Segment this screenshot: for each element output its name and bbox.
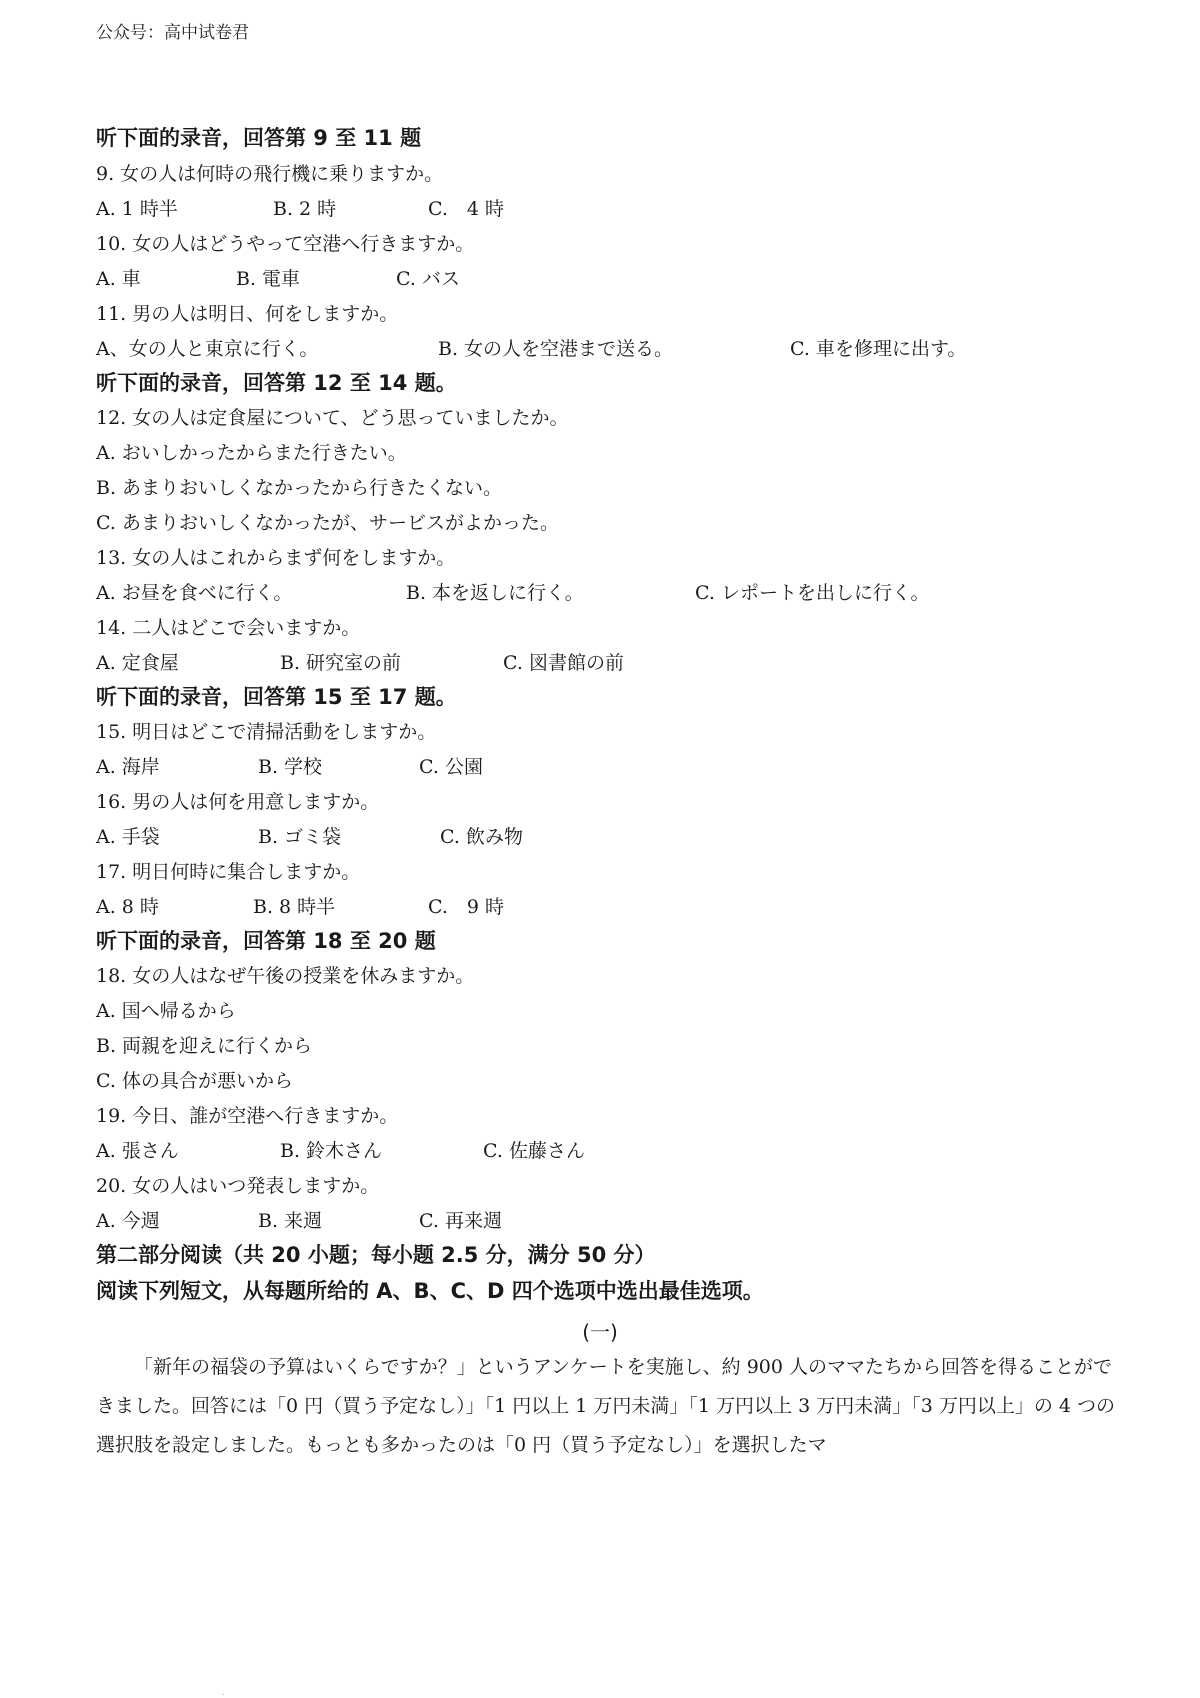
option-row (0, 267, 1200, 291)
page-mark: . (222, 1688, 225, 1697)
question-text: 17. 明日何時に集合しますか。 (96, 861, 361, 883)
option-row (0, 755, 1200, 779)
option-c: C. 9 時 (428, 896, 505, 918)
option-a: A. 車 (96, 268, 141, 290)
option-c: C. バス (396, 268, 460, 290)
option-a: A. お昼を食べに行く。 (96, 582, 293, 604)
option-b: B. 両親を迎えに行くから (96, 1035, 313, 1057)
option-a: A. 張さん (96, 1140, 179, 1162)
option-c: C. 体の具合が悪いから (96, 1070, 293, 1092)
page-header: 公众号：高中试卷君 (96, 23, 249, 43)
option-c: C. 佐藤さん (483, 1140, 585, 1162)
section-heading: 听下面的录音，回答第 15 至 17 题。 (96, 685, 457, 709)
option-row (0, 337, 1200, 361)
option-row (0, 825, 1200, 849)
option-row (0, 197, 1200, 221)
option-row (0, 651, 1200, 675)
option-b: B. あまりおいしくなかったから行きたくない。 (96, 477, 503, 499)
option-b: B. 2 時 (273, 198, 337, 220)
option-c: C. 車を修理に出す。 (790, 338, 967, 360)
option-c: C. 再来週 (419, 1210, 502, 1232)
section-heading: 听下面的录音，回答第 18 至 20 题 (96, 929, 436, 953)
option-b: B. 8 時半 (253, 896, 336, 918)
option-c: C. あまりおいしくなかったが、サービスがよかった。 (96, 512, 559, 534)
option-b: B. 学校 (258, 756, 323, 778)
option-b: B. 電車 (236, 268, 301, 290)
option-a: A. 1 時半 (96, 198, 178, 220)
option-b: B. 女の人を空港まで送る。 (438, 338, 674, 360)
option-a: A. 手袋 (96, 826, 160, 848)
option-row (0, 895, 1200, 919)
question-text: 11. 男の人は明日、何をしますか。 (96, 303, 399, 325)
question-text: 20. 女の人はいつ発表しますか。 (96, 1175, 380, 1197)
option-a: A. 国へ帰るから (96, 1000, 236, 1022)
question-text: 16. 男の人は何を用意しますか。 (96, 791, 380, 813)
question-text: 19. 今日、誰が空港へ行きますか。 (96, 1105, 399, 1127)
question-text: 13. 女の人はこれからまず何をしますか。 (96, 547, 456, 569)
option-b: B. 鈴木さん (280, 1140, 383, 1162)
option-a: A、女の人と東京に行く。 (96, 338, 319, 360)
passage-text: 「新年の福袋の予算はいくらですか？」というアンケートを実施し、約 900 人のママたちから回答を得ることができました。回答には「0 円（買う予定なし）」「1 円以上 1 万円未満」「1 万円以上 3 万円未満」「3 万円以上」の 4 つの選択肢を設定しました。もっとも多かったのは「0 円（買う予定なし）」を選択したマ (96, 1356, 1116, 1456)
option-row (0, 1139, 1200, 1163)
part-title: 第二部分阅读（共 20 小题；每小题 2.5 分，满分 50 分） (96, 1243, 656, 1267)
option-a: A. おいしかったからまた行きたい。 (96, 442, 407, 464)
option-c: C. 4 時 (428, 198, 505, 220)
option-a: A. 今週 (96, 1210, 160, 1232)
passage-label: (一) (582, 1320, 618, 1344)
option-b: B. 研究室の前 (280, 652, 402, 674)
option-b: B. 来週 (258, 1210, 323, 1232)
option-a: A. 8 時 (96, 896, 159, 918)
option-c: C. 図書館の前 (503, 652, 624, 674)
part-instruction: 阅读下列短文，从每题所给的 A、B、C、D 四个选项中选出最佳选项。 (96, 1279, 764, 1303)
question-text: 14. 二人はどこで会いますか。 (96, 617, 361, 639)
option-c: C. 飲み物 (440, 826, 523, 848)
question-text: 9. 女の人は何時の飛行機に乗りますか。 (96, 163, 444, 185)
option-b: B. ゴミ袋 (258, 826, 342, 848)
section-heading: 听下面的录音，回答第 9 至 11 题 (96, 126, 422, 150)
section-heading: 听下面的录音，回答第 12 至 14 题。 (96, 371, 457, 395)
option-c: C. 公園 (419, 756, 483, 778)
option-a: A. 海岸 (96, 756, 160, 778)
question-text: 18. 女の人はなぜ午後の授業を休みますか。 (96, 965, 475, 987)
option-c: C. レポートを出しに行く。 (695, 582, 930, 604)
option-row (0, 1209, 1200, 1233)
option-a: A. 定食屋 (96, 652, 179, 674)
question-text: 10. 女の人はどうやって空港へ行きますか。 (96, 233, 475, 255)
option-b: B. 本を返しに行く。 (406, 582, 584, 604)
question-text: 12. 女の人は定食屋について、どう思っていましたか。 (96, 407, 569, 429)
question-text: 15. 明日はどこで清掃活動をしますか。 (96, 721, 437, 743)
option-row (0, 581, 1200, 605)
